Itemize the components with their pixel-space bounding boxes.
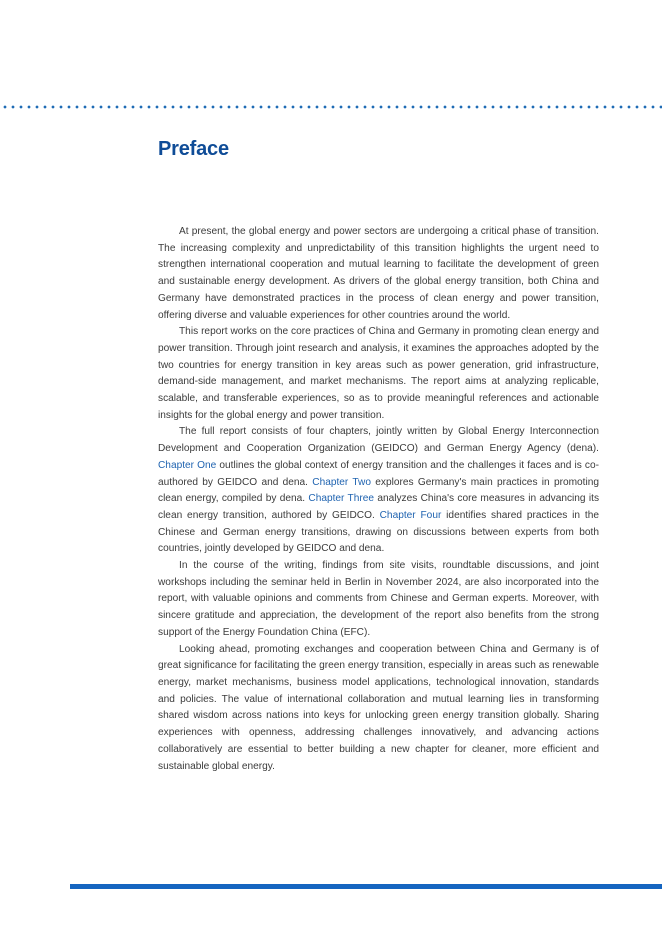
paragraph-3-text-3: analyzes China's core measures in advancing its clean energy transition, authored by GEIDCO. [158,493,600,521]
paragraph-4: In the course of the writing, findings from site visits, roundtable discussions, and joint workshops including the seminar held in Berlin in November 2024, are also incorporated into the report, with valuable opinions and comments from Chinese and German experts. Moreover, with sincere gratitude and appreciation, the development of the report also benefits from the strong support of the Energy Foundation China (EFC). [158,560,599,638]
paragraph-5: Looking ahead, promoting exchanges and cooperation between China and Germany is of great significance for facilitating the green energy transition, especially in areas such as renewable energy, market mechanisms, business model applications, technological innovation, standards and policies. The value of international collaboration and mutual learning lies in transforming shared wisdom across nations into keys for unlocking green energy transition globally. Sharing experiences with openness, addressing challenges innovatively, and advancing actions collaboratively are essential to better building a new chapter for cleaner, more efficient and sustainable global energy. [158,643,599,772]
paragraph-1: At present, the global energy and power sectors are undergoing a critical phase of transition. The increasing complexity and unpredictability of this transition highlights the urgent need to strengthen international cooperation and mutual learning to facilitate the development of green and sustainable energy development. As drivers of the global energy transition, both China and Germany have demonstrated practices in the process of clean energy and power transition, offering diverse and valuable experiences for other countries around the world. [158,226,599,321]
chapter-four-link[interactable]: Chapter Four [379,509,442,521]
chapter-three-link[interactable]: Chapter Three [308,493,375,505]
dotted-divider [0,104,662,110]
preface-body [158,224,599,775]
chapter-one-link[interactable]: Chapter One [158,459,217,471]
paragraph-3-text-1: outlines the global context of energy transition and the challenges it faces and is co-authored by GEIDCO and dena. [158,459,599,488]
paragraph-3-text-4: identifies shared practices in the Chinese and German energy transitions, drawing on discussions between experts from both countries, jointly developed by GEIDCO and dena. [158,509,599,555]
footer-accent-bar [70,884,662,889]
paragraph-3-intro: The full report consists of four chapters, jointly written by Global Energy Interconnection Development and Cooperation Organization (GEIDCO) and German Energy Agency (dena). [158,426,599,455]
chapter-two-link[interactable]: Chapter Two [312,476,371,488]
paragraph-2: This report works on the core practices of China and Germany in promoting clean energy and power transition. Through joint research and analysis, it examines the approaches adopted by the two countries for energy transition in key areas such as power generation, grid infrastructure, demand-side management, and market mechanisms. The report aims at analyzing replicable, scalable, and transferable experiences, so as to provide meaningful references and actionable insights for the global energy and power transition. [158,326,599,421]
page-title: Preface [158,138,229,160]
paragraph-3-text-2: explores Germany's main practices in promoting clean energy, compiled by dena. [158,476,599,505]
paragraph-3 [158,424,599,558]
